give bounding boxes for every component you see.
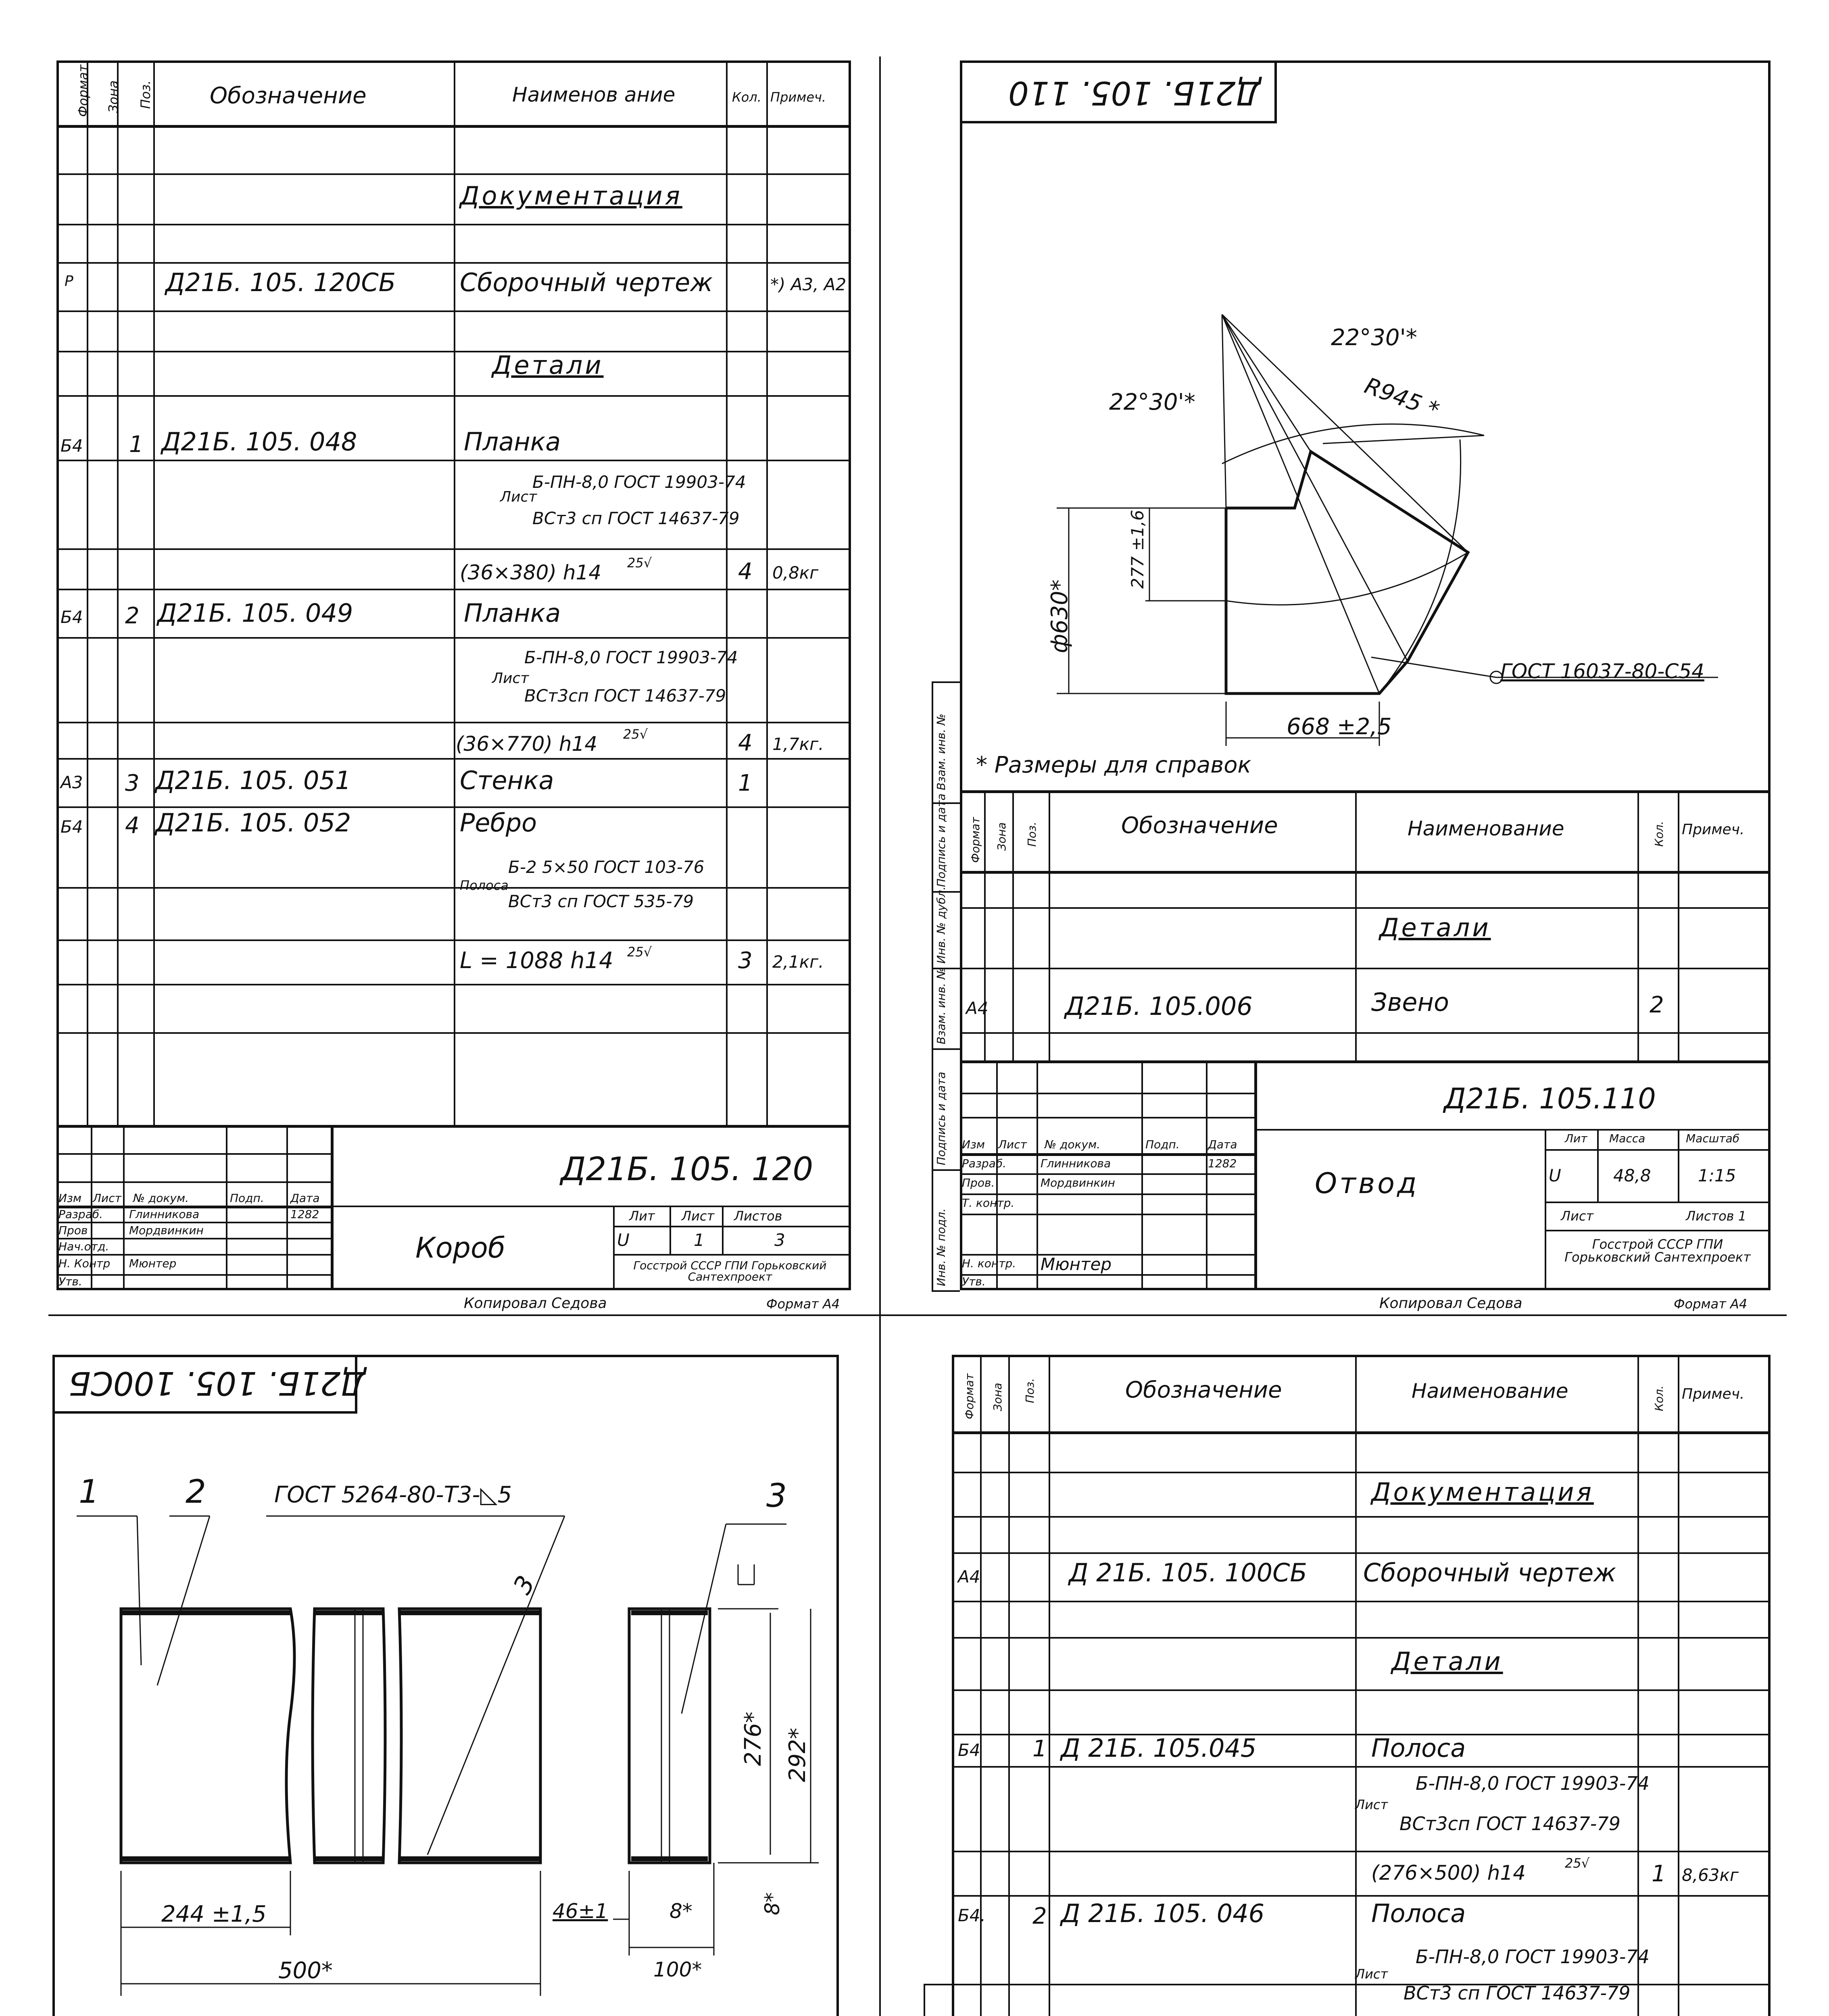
r1-mat-a: Б-ПН-8,0 ГОСТ 19903-74 — [532, 472, 746, 492]
foot-copied: Копировал Седова — [464, 1295, 607, 1312]
r4-size: L = 1088 h14 — [460, 948, 613, 974]
vertical-divider — [879, 56, 881, 2016]
horizontal-divider — [48, 1314, 1787, 1316]
r2-rough: 25√ — [623, 727, 648, 742]
dim-angle-1: 22°30'* — [1109, 389, 1195, 415]
r1-mat-word: Лист — [500, 489, 537, 505]
r2-mat-b: ВСт3сп ГОСТ 14637-79 — [524, 686, 726, 706]
doc-name: Сборочный чертеж — [460, 268, 713, 297]
tb-org: Госстрой СССР ГПИ Горьковский Сантехпроект — [1564, 1237, 1751, 1265]
hdr-name: Наименов ание — [512, 83, 676, 106]
tb-title: Отвод — [1315, 1167, 1419, 1200]
tb-title: Короб — [415, 1231, 505, 1264]
rotated-stamp: Д21Б. 105. 100СБ — [69, 1364, 366, 1402]
rotated-stamp-box — [52, 1355, 366, 1414]
dim-diameter: ф630* — [1047, 579, 1073, 653]
dim-276: 276* — [740, 1712, 766, 1766]
r3-designation: Д21Б. 105. 051 — [155, 766, 351, 795]
r2-size: (36×770) h14 — [456, 732, 598, 756]
section-details: Детали — [1391, 1647, 1503, 1676]
dim-46: 46±1 — [553, 1899, 608, 1923]
r1-pos: 1 — [129, 431, 144, 458]
r3-qty: 1 — [738, 770, 753, 796]
weld-gost: ГОСТ 16037-80-С54 — [1500, 660, 1704, 683]
r1-rough: 25√ — [627, 555, 652, 571]
r4-name: Ребро — [460, 808, 537, 837]
tb-org: Госстрой СССР ГПИ Горьковский Сантехпроект — [633, 1259, 827, 1283]
dim-500: 500* — [278, 1958, 333, 1984]
r4-mat-word: Полоса — [460, 878, 509, 893]
r2-fmt: Б4 — [60, 607, 83, 627]
section-documentation: Документация — [460, 181, 682, 210]
dim-height: 277 ±1,6 — [1128, 510, 1147, 589]
dim-angle-2: 22°30'* — [1331, 325, 1417, 351]
rotated-stamp-box — [960, 60, 1277, 123]
r1-fmt: Б4 — [60, 436, 83, 456]
r3-pos: 3 — [125, 770, 140, 796]
r1-qty: 4 — [738, 558, 753, 585]
r2-qty: 4 — [738, 730, 753, 756]
rotated-stamp: Д21Б. 105. 110 — [1008, 74, 1261, 112]
doc-designation: Д21Б. 105. 120СБ — [165, 268, 396, 297]
r1-name: Планка — [464, 427, 561, 456]
r2-mat-a: Б-ПН-8,0 ГОСТ 19903-74 — [524, 648, 738, 667]
r3-name: Стенка — [460, 766, 554, 795]
r1-note: 0,8кг — [772, 563, 819, 583]
hdr-note: Примеч. — [770, 90, 826, 105]
note-reference: * Размеры для справок — [976, 752, 1251, 778]
r4-pos: 4 — [125, 812, 140, 839]
r1-size: (36×380) h14 — [460, 561, 602, 584]
dim-8b: 8* — [761, 1892, 784, 1915]
tb-code: Д21Б. 105.110 — [1444, 1082, 1656, 1115]
dim-width: 668 ±2,5 — [1287, 714, 1392, 740]
dim-radius: R945 * — [1361, 373, 1443, 424]
section-details: Детали — [1379, 913, 1491, 942]
doc-note: *) А3, А2 — [770, 275, 847, 294]
hdr-designation: Обозначение — [210, 83, 367, 109]
dim-100: 100* — [653, 1958, 702, 1981]
r4-mat-a: Б-2 5×50 ГОСТ 103-76 — [508, 857, 705, 877]
r4-note: 2,1кг. — [772, 952, 824, 972]
section-documentation: Документация — [1371, 1477, 1594, 1507]
r2-mat-word: Лист — [492, 670, 529, 687]
r1-mat-b: ВСт3 сп ГОСТ 14637-79 — [532, 508, 740, 528]
dim-292: 292* — [784, 1728, 811, 1782]
r4-qty: 3 — [738, 948, 753, 974]
r2-note: 1,7кг. — [772, 734, 824, 754]
r2-pos: 2 — [125, 603, 140, 629]
doc-fmt: Р — [65, 273, 73, 289]
weld-callout: ГОСТ 5264-80-Т3-◺5 — [274, 1482, 512, 1508]
dim-244: 244 ±1,5 — [161, 1901, 267, 1927]
foot-format: Формат А4 — [766, 1296, 840, 1312]
hdr-format: Формат — [75, 65, 91, 117]
r4-fmt: Б4 — [60, 817, 83, 837]
tb-code: Д21Б. 105. 120 — [561, 1150, 813, 1188]
r4-rough: 25√ — [627, 944, 652, 960]
hdr-qty: Кол. — [732, 90, 761, 105]
r1-designation: Д21Б. 105. 048 — [161, 427, 357, 456]
r4-designation: Д21Б. 105. 052 — [155, 808, 351, 837]
dim-8: 8* — [669, 1899, 692, 1923]
hdr-pos: Поз. — [138, 80, 153, 109]
r2-designation: Д21Б. 105. 049 — [157, 598, 353, 628]
section-details: Детали — [492, 350, 604, 380]
r4-mat-b: ВСт3 сп ГОСТ 535-79 — [508, 891, 694, 911]
r2-name: Планка — [464, 598, 561, 628]
hdr-zone: Зона — [106, 80, 121, 113]
r3-fmt: А3 — [60, 773, 83, 792]
